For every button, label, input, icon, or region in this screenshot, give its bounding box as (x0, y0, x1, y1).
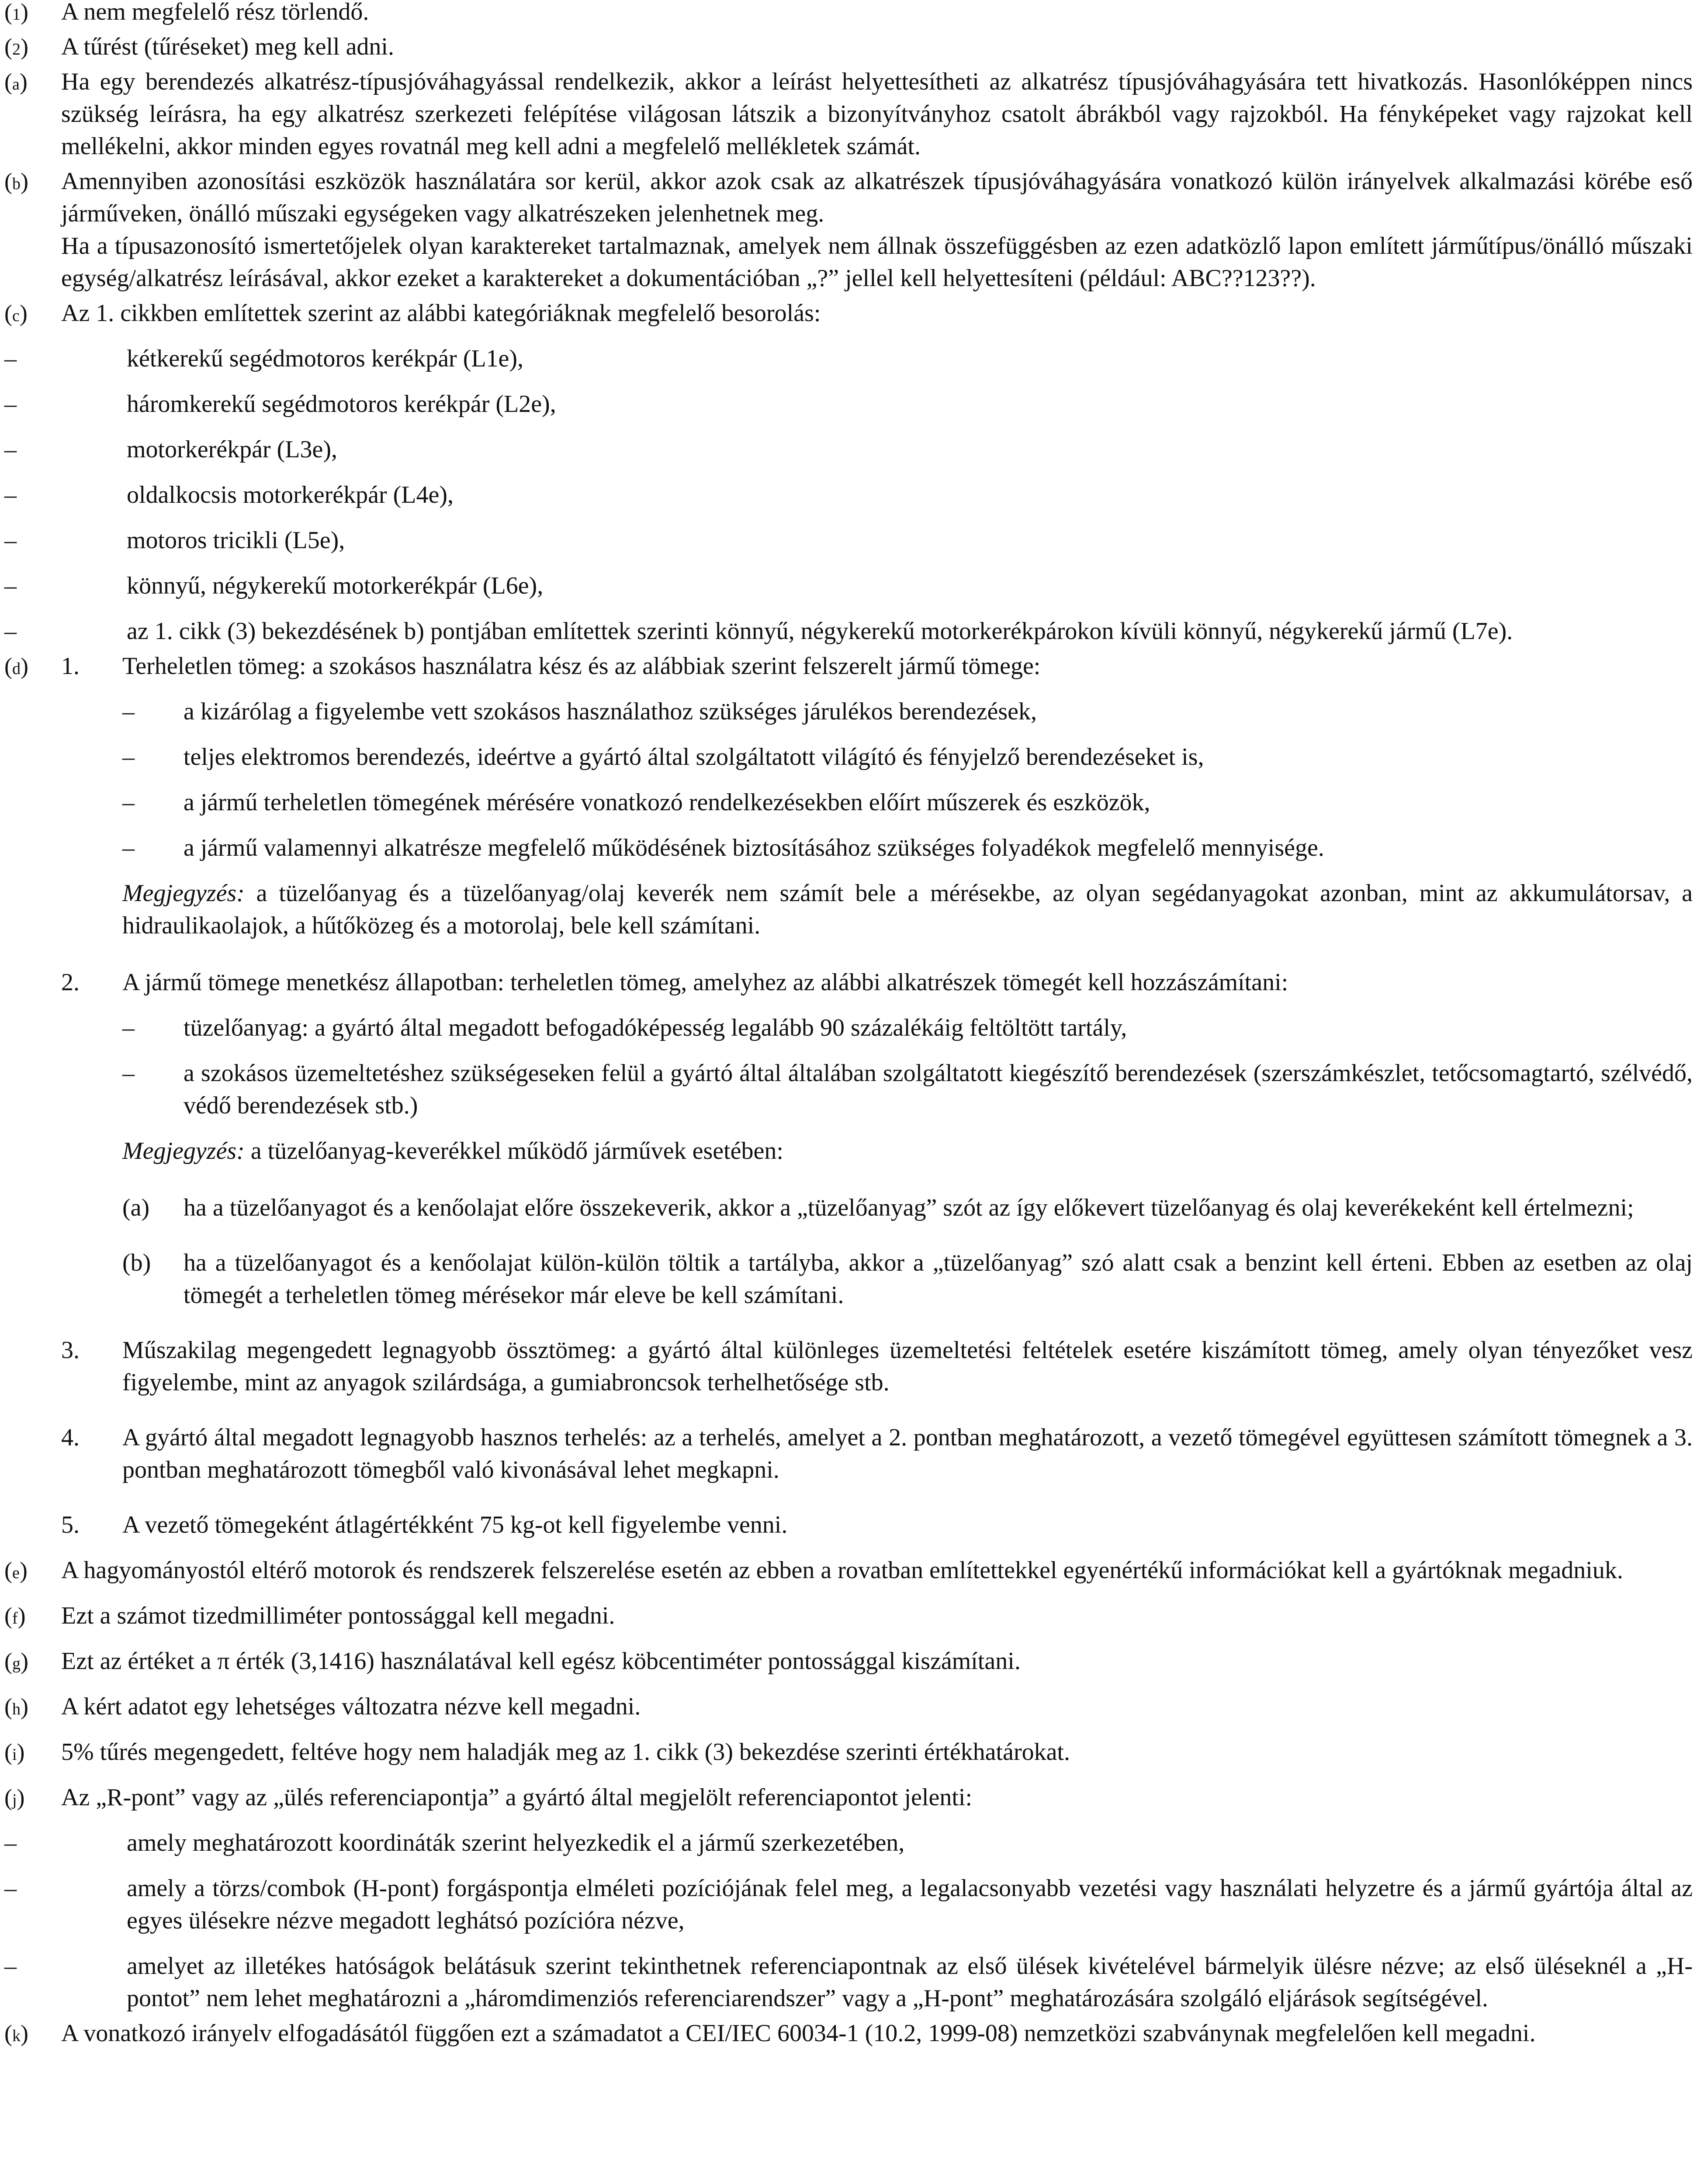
footnote-text: Az 1. cikkben említettek szerint az alábbi kategóriáknak megfelelő besorolás: (61, 300, 821, 327)
footnote-marker: (d) (4, 653, 28, 679)
footnote-marker: (j) (4, 1784, 25, 1811)
list-item: – kétkerekű segédmotoros kerékpár (L1e), (4, 342, 1693, 375)
list-item: – a kizárólag a figyelembe vett szokásos használathoz szükséges járulékos berendezések, (122, 695, 1693, 728)
dash-bullet: – (4, 618, 17, 645)
numbered-point (61, 966, 1693, 1311)
footnote-text: Az „R-pont” vagy az „ülés referenciapontja” a gyártó által megjelölt referenciapontot jelenti: (61, 1784, 973, 1811)
numbered-point (61, 1421, 1693, 1486)
lettered-item: (b) ha a tüzelőanyagot és a kenőolajat külön-külön töltik a tartályba, akkor a „tüzelőanyag” szó alatt csak a benzint kell érteni. Ebben az esetben az olaj tömegét a terheletlen tömeg mérésekor már eleve be kell számítani. (122, 1247, 1693, 1311)
point-number: 3. (61, 1337, 80, 1364)
footnote-text: Ezt az értéket a π érték (3,1416) használatával kell egész köbcentiméter pontossággal kiszámítani. (61, 1648, 1021, 1675)
list-item: – háromkerekű segédmotoros kerékpár (L2e), (4, 388, 1693, 420)
footnote-marker: (a) (4, 69, 28, 95)
remark-label: Megjegyzés: (122, 1137, 245, 1165)
footnote-marker: (i) (4, 1739, 25, 1765)
footnote-marker: (k) (4, 2020, 28, 2046)
footnote-g (4, 1645, 1693, 1677)
list-item: – oldalkocsis motorkerékpár (L4e), (4, 479, 1693, 511)
dash-bullet: – (4, 345, 17, 372)
footnote-i (4, 1736, 1693, 1768)
list-item: – motorkerékpár (L3e), (4, 433, 1693, 466)
list-item: – a szokásos üzemeltetéshez szükségeseken felül a gyártó által általában szolgáltatott kiegészítő berendezések (szerszámkészlet, tetőcsomagtartó, szélvédő, védő berendezések stb.) (122, 1057, 1693, 1122)
dash-bullet: – (4, 436, 17, 463)
footnote-j (4, 1781, 1693, 2015)
lettered-item: (a) ha a tüzelőanyagot és a kenőolajat előre összekeverik, akkor a „tüzelőanyag” szót az így előkevert tüzelőanyag és olaj keverékeként kell értelmezni; (122, 1192, 1693, 1224)
footnote-marker: (c) (4, 300, 28, 326)
point-text: Terheletlen tömeg: a szokásos használatra kész és az alábbiak szerint felszerelt jármű tömege: (122, 653, 1041, 680)
dash-bullet: – (122, 1014, 135, 1041)
dash-bullet: – (122, 834, 135, 861)
remark: Megjegyzés: a tüzelőanyag-keverékkel működő járművek esetében: (122, 1137, 783, 1165)
list-item: – amely meghatározott koordináták szerint helyezkedik el a jármű szerkezetében, (4, 1827, 1693, 1859)
footnote-text: A kért adatot egy lehetséges változatra nézve kell megadni. (61, 1693, 641, 1720)
dash-bullet: – (122, 743, 135, 771)
footnote-e (4, 1554, 1693, 1586)
footnote-marker: (2) (4, 34, 28, 60)
dash-bullet: – (4, 390, 17, 418)
point-text: Műszakilag megengedett legnagyobb össztömeg: a gyártó által különleges üzemeltetési feltételek esetére kiszámított tömeg, amely olyan tényezőket vesz figyelembe, mint az anyagok szilárdsága, a gumiabroncsok terhelhetősége stb. (122, 1337, 1693, 1396)
list-item: – könnyű, négykerekű motorkerékpár (L6e), (4, 570, 1693, 602)
footnote-c (4, 297, 1693, 647)
footnote-h (4, 1690, 1693, 1723)
footnote-text: Ha egy berendezés alkatrész-típusjóváhagyással rendelkezik, akkor a leírást helyettesítheti az alkatrész típusjóváhagyására tett hivatkozás. Hasonlóképpen nincs szükség leírásra, ha egy alkatrész szerkezeti felépítése világosan látszik a bizonyítványhoz csatolt ábrákból vagy rajzokból. Ha fényképeket vagy rajzokat kell mellékelni, akkor minden egyes rovatnál meg kell adni a megfelelő mellékletek számát. (61, 68, 1693, 160)
dash-bullet: – (4, 527, 17, 554)
footnote-d (4, 650, 1693, 1541)
numbered-point (61, 1509, 1693, 1541)
footnote-marker: (1) (4, 0, 28, 25)
footnote-marker: (g) (4, 1648, 28, 1674)
footnote-marker: (f) (4, 1603, 26, 1629)
list-item: – tüzelőanyag: a gyártó által megadott befogadóképesség legalább 90 százalékáig feltöltött tartály, (122, 1012, 1693, 1044)
list-item: – motoros tricikli (L5e), (4, 524, 1693, 556)
point-number: 2. (61, 969, 80, 996)
footnote-text: 5% tűrés megengedett, feltéve hogy nem haladják meg az 1. cikk (3) bekezdése szerinti értékhatárokat. (61, 1738, 1070, 1766)
footnote-f (4, 1600, 1693, 1632)
point-text: A vezető tömegeként átlagértékként 75 kg-ot kell figyelembe venni. (122, 1511, 788, 1538)
list-item: – teljes elektromos berendezés, ideértve a gyártó által szolgáltatott világító és fényjelző berendezéseket is, (122, 741, 1693, 773)
dash-bullet: – (122, 698, 135, 725)
item-letter: (b) (122, 1249, 151, 1276)
point-number: 1. (61, 653, 80, 680)
list-item: – amelyet az illetékes hatóságok belátásuk szerint tekinthetnek referenciapontnak az első ülések kivételével bármelyik ülésre nézve; az első üléseknél a „H-pontot” nem lehet meghatározni a „háromdimenziós referenciarendszer” vagy a „H-pont” meghatározására szolgáló eljárások segítségével. (4, 1950, 1693, 2015)
footnote-k (4, 2017, 1693, 2049)
footnote-text: A hagyományostól eltérő motorok és rendszerek felszerelése esetén az ebben a rovatban említettekkel egyenértékű információkat kell a gyártóknak megadniuk. (61, 1557, 1623, 1584)
footnote-a (4, 66, 1693, 162)
footnote-text: A nem megfelelő rész törlendő. (61, 0, 369, 25)
list-item: – a jármű valamennyi alkatrésze megfelelő működésének biztosításához szükséges folyadékok megfelelő mennyisége. (122, 832, 1693, 864)
footnote-text: Ezt a számot tizedmilliméter pontossággal kell megadni. (61, 1602, 615, 1629)
footnote-1 (4, 0, 1693, 28)
list-item: – a jármű terheletlen tömegének mérésére vonatkozó rendelkezésekben előírt műszerek és eszközök, (122, 786, 1693, 819)
list-item: – az 1. cikk (3) bekezdésének b) pontjában említettek szerinti könnyű, négykerekű motorkerékpárokon kívüli könnyű, négykerekű jármű (L7e). (4, 615, 1693, 647)
footnote-marker: (b) (4, 168, 28, 194)
dash-bullet: – (4, 1952, 17, 1980)
footnote-2 (4, 31, 1693, 63)
footnote-marker: (e) (4, 1557, 28, 1583)
footnote-text: Amennyiben azonosítási eszközök használatára sor kerül, akkor azok csak az alkatrészek típusjóváhagyására vonatkozó külön irányelvek alkalmazási körébe eső járműveken, önálló műszaki egységeken vagy alkatrészeken jelenhetnek meg. (61, 168, 1693, 227)
footnote-text: A tűrést (tűréseket) meg kell adni. (61, 33, 394, 60)
dash-bullet: – (4, 572, 17, 599)
item-letter: (a) (122, 1194, 150, 1221)
point-number: 5. (61, 1511, 80, 1538)
dash-bullet: – (122, 1060, 135, 1087)
numbered-point (61, 1334, 1693, 1399)
numbered-point (61, 650, 1693, 942)
dash-bullet: – (4, 481, 17, 508)
remark-label: Megjegyzés: (122, 880, 245, 907)
footnote-marker: (h) (4, 1693, 28, 1720)
footnote-text-continued: Ha a típusazonosító ismertetőjelek olyan karaktereket tartalmaznak, amelyek nem állnak összefüggésben az ezen adatközlő lapon említett járműtípus/önálló műszaki egység/alkatrész leírásával, akkor ezeket a karaktereket a dokumentációban „?” jellel kell helyettesíteni (például: ABC??123??). (61, 232, 1693, 292)
footnote-text: A vonatkozó irányelv elfogadásától függően ezt a számadatot a CEI/IEC 60034-1 (10.2, 1999-08) nemzetközi szabványnak megfelelően kell megadni. (61, 2020, 1536, 2047)
footnote-b (4, 165, 1693, 294)
footnotes-document (4, 0, 1693, 2049)
point-number: 4. (61, 1424, 80, 1451)
remark: Megjegyzés: a tüzelőanyag és a tüzelőanyag/olaj keverék nem számít bele a mérésekbe, az olyan segédanyagokat azonban, mint az akkumulátorsav, a hidraulikaolajok, a hűtőközeg és a motorolaj, bele kell számítani. (122, 880, 1693, 939)
dash-bullet: – (122, 789, 135, 816)
dash-bullet: – (4, 1875, 17, 1902)
point-text: A jármű tömege menetkész állapotban: terheletlen tömeg, amelyhez az alábbi alkatrészek tömegét kell hozzászámítani: (122, 969, 1288, 996)
dash-bullet: – (4, 1829, 17, 1856)
point-text: A gyártó által megadott legnagyobb hasznos terhelés: az a terhelés, amelyet a 2. pontban meghatározott, a vezető tömegével együttesen számított tömegnek a 3. pontban meghatározott tömegből való kivonásával lehet megkapni. (122, 1424, 1693, 1483)
list-item: – amely a törzs/combok (H-pont) forgáspontja elméleti pozíciójának felel meg, a legalacsonyabb vezetési vagy használati helyzetre és a jármű gyártója által az egyes ülésekre nézve megadott leghátsó pozícióra nézve, (4, 1872, 1693, 1937)
